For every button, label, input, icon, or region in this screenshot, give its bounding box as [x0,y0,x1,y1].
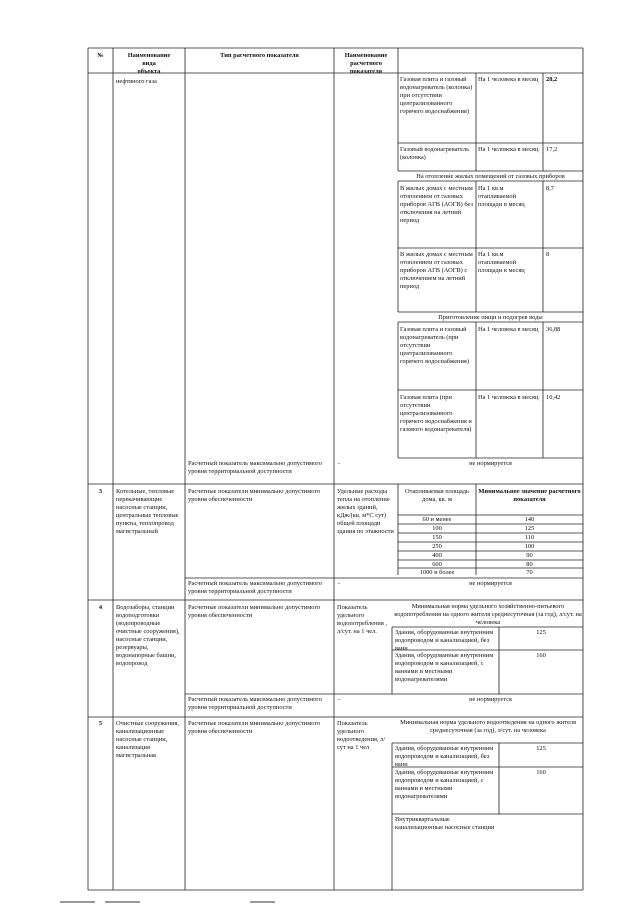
gas-object-tail: нефтяного газа [116,78,157,85]
section5-label-1: Здания, оборудованные внутренним водопроводом и канализацией, без ванн [395,745,494,768]
section3-area-7: 1000 и более [419,569,455,576]
section4-norm-title: Минимальная норма удельного хозяйственно-питьевого водопотребления на одного жителя среднесуточная (за год), л/сут. на человека [394,603,582,626]
heating-value-1: 8,7 [546,185,554,192]
section4-label-1: Здания, оборудованные внутренним водопроводом и канализацией, без ванн [395,629,494,652]
section4-label-2: Здания, оборудованные внутренним водопроводом и канализацией, с ваннами и местными водонагревателями [395,652,494,683]
section3-num: 3 [98,488,103,495]
section5-value-2: 160 [536,769,546,776]
section4-min-name: Показатель удельного водопотребления , л/сут. на 1 чел. [337,604,387,635]
gas-max-type: Расчетный показатель максимально допустимого уровня территориальной доступности [188,460,322,475]
gas-equipment-1: Газовая плита и газовый водонагреватель (колонка) при отсутствии централизованного горячего водоснабжения) [400,76,473,115]
section3-col-right: Минимальное значение расчетного показателя [478,488,581,503]
section3-object: Котельные, тепловые перекачивающие насосные станции, центральные тепловые пункты, теплопровод магистральный [116,488,179,535]
gas-equipment-2: Газовый водонагреватель (колонка) [400,146,470,161]
section3-value-6: 80 [526,561,533,568]
section5-label-2: Здания, оборудованные внутренним водопроводом и канализацией, с ваннами и местными водонагревателями [395,769,494,800]
section5-min-type: Расчетные показатели минимально допустимого уровня обеспеченности [188,720,321,735]
header-object-type: Наименование вида объекта [127,52,171,75]
cooking-value-2: 10,42 [546,394,561,401]
header-num: № [97,52,104,59]
section3-value-3: 110 [524,534,535,541]
gas-value-2: 17,2 [546,146,558,153]
section5-label-3: Внутриквартальные канализационные насосные станции [395,816,495,831]
section3-max-value: не нормируется [469,580,512,587]
heating-unit-1: На 1 кв.м отапливаемой площади в месяц [478,185,525,208]
section3-value-1: 140 [524,516,535,523]
section3-col-left: Отапливаемая площадь дома, кв. м [405,488,469,503]
cooking-equipment-1: Газовая плита и газовый водонагреватель (при отсутствии централизованного горячего водоснабжения) [400,326,469,365]
section3-min-name: Удельные расходы тепла на отопление жилых зданий, кДж/(кв. м*С сут) общей площади здания по этажности [337,488,394,535]
cooking-unit-2: На 1 человека в месяц [478,394,539,401]
section3-value-2: 125 [524,525,535,532]
header-indicator-name: Наименование расчетного показателя [344,52,388,75]
section4-max-name: - [338,696,341,703]
section5-object: Очистные сооружения, канализационные насосные станции, канализация магистральная [116,720,180,759]
section3-value-4: 100 [524,543,535,550]
heating-equipment-1: В жилых домах с местным отоплением от газовых приборов АГВ (АОГВ) без отключения на летний период [400,185,473,224]
section4-max-value: не нормируется [469,696,512,703]
section4-value-1: 125 [536,629,546,636]
heating-unit-2: На 1 кв.м отапливаемой площади в месяц [478,251,525,274]
section3-area-6: 600 [432,561,442,568]
section3-area-3: 150 [432,534,442,541]
section3-area-1: 60 и менее [422,516,452,523]
section3-min-type: Расчетные показатели минимально допустимого уровня обеспеченности [188,488,321,503]
section3-area-5: 400 [432,552,442,559]
heating-title: На отопление жилых помещений от газовых приборов [416,173,565,180]
cooking-equipment-2: Газовая плита (при отсутствии централизованного горячего водоснабжения и газового водонагревателя) [400,394,472,433]
section3-max-name: - [338,580,341,587]
section4-max-type: Расчетный показатель максимально допустимого уровня территориальной доступности [188,696,322,711]
section5-min-name: Показатель удельного водоотведения, л/сут на 1 чел [337,720,386,751]
section3-value-7: 70 [526,569,533,576]
gas-unit-1: На 1 человека в месяц [478,76,539,83]
section4-min-type: Расчетные показатели минимально допустимого уровня обеспеченности [188,604,321,619]
cooking-value-1: 36,88 [546,326,561,333]
section3-value-5: 90 [526,552,533,559]
gas-unit-2: На 1 человека в месяц [478,146,539,153]
header-indicator-type: Тип расчетного показателя [220,52,299,59]
section4-num: 4 [98,604,103,611]
section5-num: 5 [98,720,103,727]
gas-max-value: не нормируется [469,460,512,467]
heating-equipment-2: В жилых домах с местным отоплением от газовых приборов АГВ (АОГВ) с отключением на летний период [400,251,473,290]
section3-max-type: Расчетный показатель максимально допустимого уровня территориальной доступности [188,580,322,595]
gas-max-name: - [338,460,341,467]
gas-value-1: 28,2 [546,76,558,83]
section5-value-1: 125 [536,745,546,752]
cooking-unit-1: На 1 человека в месяц [478,326,539,333]
section4-value-2: 160 [536,652,546,659]
section4-object: Водозаборы, станции водоподготовки (водопроводные очистные сооружения), насосные станции, резервуары, водонапорные башни, водопровод [116,604,180,667]
heating-value-2: 8 [546,251,550,258]
section3-area-2: 100 [432,525,442,532]
cooking-title: Приготовление пищи и подогрев воды [438,314,543,321]
section3-area-4: 250 [432,543,442,550]
section5-norm-title: Минимальная норма удельного водоотведения на одного жителя среднесуточная (за год), л/сут. на человека [400,719,576,734]
